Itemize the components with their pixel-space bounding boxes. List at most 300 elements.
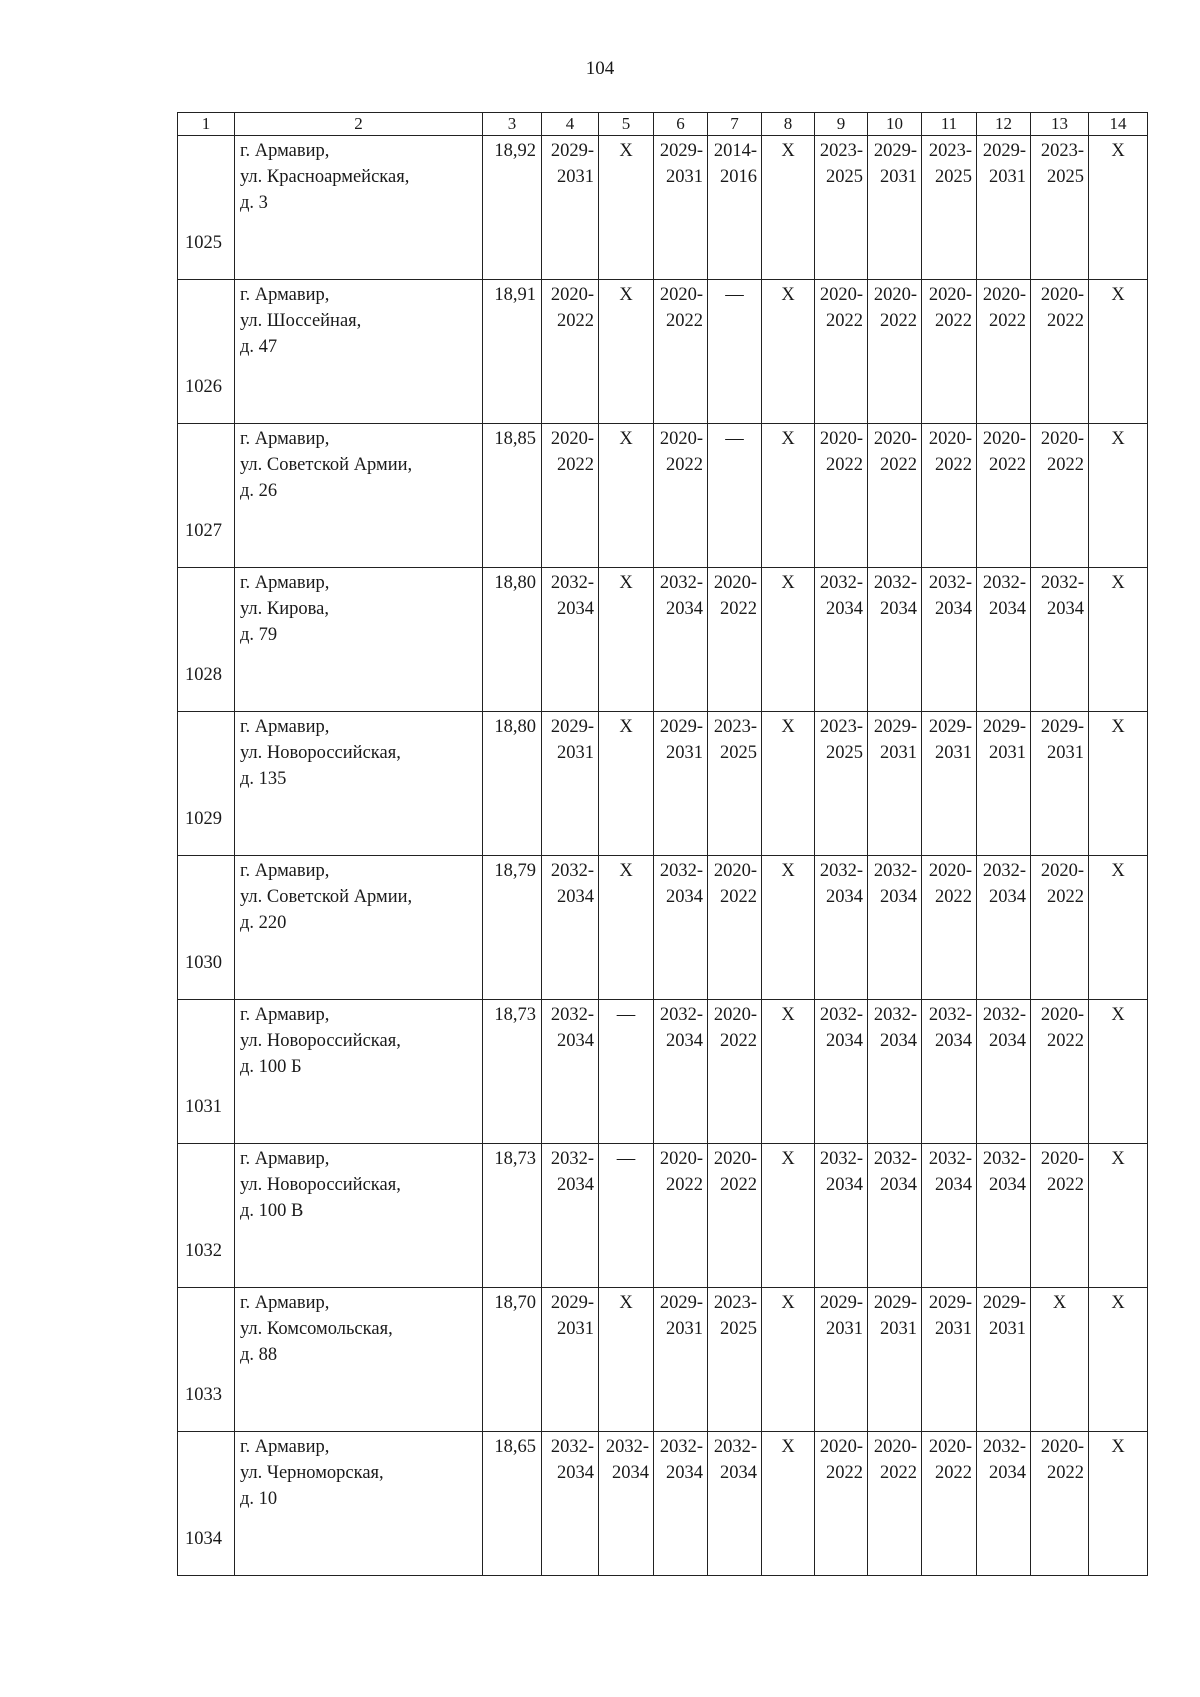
period-end: 2022 (826, 1463, 863, 1483)
period-start: 2032- (982, 1149, 1026, 1169)
address-line: г. Армавир, (240, 1149, 330, 1169)
not-required-mark: X (1089, 424, 1148, 568)
table-row (178, 1144, 1148, 1288)
period-start: 2032- (659, 573, 703, 593)
period-start: 2032- (928, 1149, 972, 1169)
period-start: 2029- (982, 141, 1026, 161)
period-cell (868, 280, 922, 424)
column-header: 13 (1031, 113, 1089, 136)
page-number: 104 (585, 58, 615, 79)
period-end: 2034 (557, 1175, 594, 1195)
table-row (178, 136, 1148, 280)
period-end: 2022 (826, 455, 863, 475)
address-line: д. 88 (240, 1345, 278, 1365)
row-number: 1029 (185, 808, 222, 829)
period-cell (708, 712, 762, 856)
address-cell (235, 424, 483, 568)
period-cell (542, 856, 599, 1000)
address-cell (235, 712, 483, 856)
period-end: 2034 (557, 887, 594, 907)
period-cell (868, 1000, 922, 1144)
area-cell: 18,65 (483, 1432, 542, 1576)
period-end: 2034 (989, 1031, 1026, 1051)
address-cell (235, 568, 483, 712)
period-cell (654, 280, 708, 424)
period-cell (654, 424, 708, 568)
row-number: 1031 (185, 1096, 222, 1117)
period-end: 2034 (989, 599, 1026, 619)
period-start: 2029- (982, 717, 1026, 737)
period-start: 2020- (873, 285, 917, 305)
period-end: 2031 (880, 1319, 917, 1339)
period-start: 2032- (873, 573, 917, 593)
period-end: 2022 (1047, 311, 1084, 331)
period-cell (977, 1000, 1031, 1144)
period-cell (708, 856, 762, 1000)
period-cell (815, 1432, 868, 1576)
column-header: 12 (977, 113, 1031, 136)
period-start: 2020- (1040, 1437, 1084, 1457)
period-start: 2029- (659, 1293, 703, 1313)
area-cell: 18,80 (483, 568, 542, 712)
not-required-mark: X (762, 1288, 815, 1432)
period-end: 2034 (989, 1463, 1026, 1483)
period-end: 2022 (557, 455, 594, 475)
address-line: ул. Новороссийская, (240, 1175, 401, 1195)
period-start: 2029- (659, 141, 703, 161)
period-end: 2031 (557, 743, 594, 763)
period-end: 2031 (826, 1319, 863, 1339)
row-number: 1028 (185, 664, 222, 685)
period-start: 2020- (873, 429, 917, 449)
period-cell (922, 280, 977, 424)
period-cell (922, 136, 977, 280)
period-start: 2032- (605, 1437, 649, 1457)
not-required-mark: X (762, 568, 815, 712)
column-header: 1 (178, 113, 235, 136)
period-start: 2020- (982, 285, 1026, 305)
period-start: 2023- (713, 717, 757, 737)
area-cell: 18,92 (483, 136, 542, 280)
period-start: 2020- (1040, 429, 1084, 449)
period-cell (977, 280, 1031, 424)
address-cell (235, 280, 483, 424)
period-start: 2032- (550, 1437, 594, 1457)
not-required-mark: X (762, 856, 815, 1000)
not-required-mark: X (599, 280, 654, 424)
period-start: 2032- (873, 861, 917, 881)
not-required-mark: X (599, 424, 654, 568)
period-cell (542, 1288, 599, 1432)
period-start: 2020- (928, 429, 972, 449)
address-line: г. Армавир, (240, 285, 330, 305)
area-cell: 18,73 (483, 1000, 542, 1144)
period-start: 2032- (550, 861, 594, 881)
column-header: 4 (542, 113, 599, 136)
period-start: 2020- (550, 429, 594, 449)
period-cell (868, 1144, 922, 1288)
address-line: ул. Красноармейская, (240, 167, 410, 187)
period-end: 2031 (666, 743, 703, 763)
column-header: 10 (868, 113, 922, 136)
period-end: 2034 (720, 1463, 757, 1483)
table-row (178, 280, 1148, 424)
period-start: 2029- (982, 1293, 1026, 1313)
period-end: 2025 (720, 1319, 757, 1339)
period-end: 2022 (666, 311, 703, 331)
period-cell (977, 1144, 1031, 1288)
column-header: 5 (599, 113, 654, 136)
not-required-mark: X (1089, 856, 1148, 1000)
period-end: 2025 (826, 743, 863, 763)
area-cell: 18,79 (483, 856, 542, 1000)
row-number: 1032 (185, 1240, 222, 1261)
address-line: г. Армавир, (240, 141, 330, 161)
period-start: 2020- (819, 1437, 863, 1457)
period-end: 2034 (880, 887, 917, 907)
period-end: 2025 (1047, 167, 1084, 187)
address-line: д. 47 (240, 337, 278, 357)
period-start: 2032- (982, 1005, 1026, 1025)
period-cell (542, 568, 599, 712)
period-start: 2023- (819, 717, 863, 737)
period-start: 2020- (1040, 1005, 1084, 1025)
column-header: 2 (235, 113, 483, 136)
row-number: 1026 (185, 376, 222, 397)
row-number-cell (178, 712, 235, 856)
period-end: 2022 (880, 311, 917, 331)
table-row (178, 1000, 1148, 1144)
period-end: 2034 (557, 599, 594, 619)
table-row (178, 1288, 1148, 1432)
column-header: 6 (654, 113, 708, 136)
not-required-mark: X (599, 1288, 654, 1432)
not-required-mark: X (762, 712, 815, 856)
period-cell (815, 1000, 868, 1144)
period-end: 2034 (880, 599, 917, 619)
not-required-mark: X (599, 712, 654, 856)
address-cell (235, 1288, 483, 1432)
address-line: д. 26 (240, 481, 278, 501)
address-line: г. Армавир, (240, 1293, 330, 1313)
period-cell (868, 424, 922, 568)
period-end: 2031 (989, 167, 1026, 187)
address-line: д. 135 (240, 769, 287, 789)
table-row (178, 424, 1148, 568)
period-end: 2022 (826, 311, 863, 331)
period-end: 2022 (1047, 1463, 1084, 1483)
period-end: 2031 (989, 1319, 1026, 1339)
dash-mark: — (599, 1000, 654, 1144)
period-cell (542, 712, 599, 856)
period-start: 2020- (659, 1149, 703, 1169)
column-header: 8 (762, 113, 815, 136)
period-cell (815, 1144, 868, 1288)
period-cell (542, 280, 599, 424)
address-line: ул. Черноморская, (240, 1463, 384, 1483)
period-cell (977, 136, 1031, 280)
period-end: 2034 (880, 1175, 917, 1195)
not-required-mark: X (762, 1000, 815, 1144)
period-end: 2022 (720, 1031, 757, 1051)
period-start: 2020- (1040, 285, 1084, 305)
period-start: 2032- (819, 573, 863, 593)
period-end: 2022 (720, 1175, 757, 1195)
period-cell (922, 1000, 977, 1144)
area-cell: 18,85 (483, 424, 542, 568)
period-start: 2029- (873, 1293, 917, 1313)
period-start: 2020- (1040, 861, 1084, 881)
period-start: 2023- (928, 141, 972, 161)
table-row (178, 1432, 1148, 1576)
address-line: д. 100 В (240, 1201, 304, 1221)
period-cell (815, 568, 868, 712)
table-row (178, 856, 1148, 1000)
not-required-mark: X (762, 424, 815, 568)
address-line: ул. Кирова, (240, 599, 329, 619)
not-required-mark: X (599, 856, 654, 1000)
row-number: 1027 (185, 520, 222, 541)
table-header-row (178, 113, 1148, 136)
address-line: ул. Советской Армии, (240, 455, 413, 475)
period-end: 2034 (826, 599, 863, 619)
row-number-cell (178, 424, 235, 568)
period-start: 2032- (819, 1005, 863, 1025)
period-cell (977, 1288, 1031, 1432)
address-line: г. Армавир, (240, 861, 330, 881)
period-start: 2032- (659, 1437, 703, 1457)
period-end: 2034 (557, 1463, 594, 1483)
period-cell (1031, 424, 1089, 568)
address-line: г. Армавир, (240, 429, 330, 449)
not-required-mark: X (762, 136, 815, 280)
period-cell (868, 136, 922, 280)
period-start: 2032- (819, 1149, 863, 1169)
address-cell (235, 856, 483, 1000)
address-line: г. Армавир, (240, 573, 330, 593)
address-line: д. 79 (240, 625, 278, 645)
address-cell (235, 1144, 483, 1288)
period-cell (868, 856, 922, 1000)
period-cell (1031, 280, 1089, 424)
row-number: 1025 (185, 232, 222, 253)
period-end: 2034 (666, 1031, 703, 1051)
not-required-mark: X (762, 1432, 815, 1576)
dash-mark: — (599, 1144, 654, 1288)
period-end: 2034 (612, 1463, 649, 1483)
period-end: 2034 (666, 599, 703, 619)
period-cell (654, 1288, 708, 1432)
period-start: 2032- (659, 861, 703, 881)
period-end: 2025 (720, 743, 757, 763)
address-cell (235, 136, 483, 280)
period-cell (1031, 1000, 1089, 1144)
dash-mark: — (708, 280, 762, 424)
row-number: 1034 (185, 1528, 222, 1549)
period-end: 2034 (880, 1031, 917, 1051)
period-cell (654, 1144, 708, 1288)
period-cell (977, 1432, 1031, 1576)
period-cell (654, 136, 708, 280)
period-cell (977, 568, 1031, 712)
period-cell (542, 1000, 599, 1144)
period-end: 2025 (935, 167, 972, 187)
period-start: 2020- (819, 285, 863, 305)
address-line: ул. Новороссийская, (240, 743, 401, 763)
period-end: 2031 (880, 743, 917, 763)
not-required-mark: X (762, 280, 815, 424)
column-header: 3 (483, 113, 542, 136)
row-number-cell (178, 1144, 235, 1288)
period-cell (542, 1432, 599, 1576)
period-start: 2020- (1040, 1149, 1084, 1169)
period-end: 2022 (935, 1463, 972, 1483)
schedule-table (177, 112, 1148, 1576)
period-cell (922, 1144, 977, 1288)
period-cell (1031, 712, 1089, 856)
period-cell (977, 856, 1031, 1000)
period-end: 2031 (557, 1319, 594, 1339)
period-start: 2032- (1040, 573, 1084, 593)
period-end: 2022 (557, 311, 594, 331)
period-start: 2020- (713, 1005, 757, 1025)
period-start: 2029- (928, 1293, 972, 1313)
row-number-cell (178, 856, 235, 1000)
period-start: 2014- (713, 141, 757, 161)
period-start: 2032- (873, 1005, 917, 1025)
area-cell: 18,70 (483, 1288, 542, 1432)
period-start: 2020- (713, 573, 757, 593)
period-end: 2034 (935, 1175, 972, 1195)
period-start: 2032- (873, 1149, 917, 1169)
not-required-mark: X (1031, 1288, 1089, 1432)
not-required-mark: X (1089, 136, 1148, 280)
column-header: 14 (1089, 113, 1148, 136)
period-end: 2031 (935, 1319, 972, 1339)
period-cell (708, 1432, 762, 1576)
period-cell (708, 568, 762, 712)
address-cell (235, 1432, 483, 1576)
column-header: 9 (815, 113, 868, 136)
period-end: 2034 (935, 599, 972, 619)
not-required-mark: X (1089, 568, 1148, 712)
period-end: 2034 (935, 1031, 972, 1051)
period-cell (1031, 1144, 1089, 1288)
not-required-mark: X (762, 1144, 815, 1288)
period-end: 2031 (666, 167, 703, 187)
period-cell (1031, 856, 1089, 1000)
period-cell (654, 712, 708, 856)
period-cell (542, 1144, 599, 1288)
period-start: 2020- (713, 861, 757, 881)
period-cell (815, 1288, 868, 1432)
row-number-cell (178, 1432, 235, 1576)
period-start: 2029- (873, 717, 917, 737)
period-cell (815, 424, 868, 568)
address-line: ул. Шоссейная, (240, 311, 362, 331)
period-start: 2020- (659, 429, 703, 449)
period-end: 2022 (720, 599, 757, 619)
address-line: ул. Советской Армии, (240, 887, 413, 907)
period-cell (1031, 136, 1089, 280)
period-start: 2032- (819, 861, 863, 881)
area-cell: 18,91 (483, 280, 542, 424)
address-line: г. Армавир, (240, 717, 330, 737)
period-cell (708, 1144, 762, 1288)
period-cell (815, 136, 868, 280)
row-number-cell (178, 136, 235, 280)
period-end: 2034 (989, 887, 1026, 907)
period-end: 2022 (666, 1175, 703, 1195)
period-end: 2031 (557, 167, 594, 187)
period-cell (815, 856, 868, 1000)
period-cell (654, 568, 708, 712)
period-start: 2032- (659, 1005, 703, 1025)
period-end: 2022 (720, 887, 757, 907)
period-start: 2023- (713, 1293, 757, 1313)
period-end: 2022 (989, 455, 1026, 475)
period-cell (542, 424, 599, 568)
row-number-cell (178, 280, 235, 424)
table-row (178, 568, 1148, 712)
period-cell (708, 1288, 762, 1432)
period-end: 2034 (826, 1175, 863, 1195)
period-end: 2016 (720, 167, 757, 187)
address-line: г. Армавир, (240, 1437, 330, 1457)
not-required-mark: X (599, 136, 654, 280)
period-start: 2032- (550, 1149, 594, 1169)
period-cell (599, 1432, 654, 1576)
period-end: 2022 (666, 455, 703, 475)
row-number-cell (178, 1288, 235, 1432)
period-start: 2020- (713, 1149, 757, 1169)
period-end: 2034 (826, 887, 863, 907)
period-start: 2032- (928, 1005, 972, 1025)
period-cell (1031, 1432, 1089, 1576)
period-start: 2032- (982, 861, 1026, 881)
period-cell (815, 280, 868, 424)
period-end: 2031 (880, 167, 917, 187)
dash-mark: — (708, 424, 762, 568)
period-start: 2029- (1040, 717, 1084, 737)
period-start: 2020- (873, 1437, 917, 1457)
period-end: 2022 (1047, 455, 1084, 475)
not-required-mark: X (1089, 280, 1148, 424)
period-start: 2029- (928, 717, 972, 737)
column-header: 7 (708, 113, 762, 136)
period-cell (815, 712, 868, 856)
period-start: 2023- (1040, 141, 1084, 161)
period-cell (868, 568, 922, 712)
period-cell (708, 136, 762, 280)
period-end: 2031 (935, 743, 972, 763)
period-start: 2032- (928, 573, 972, 593)
period-end: 2025 (826, 167, 863, 187)
period-cell (922, 424, 977, 568)
period-cell (922, 712, 977, 856)
period-cell (868, 1432, 922, 1576)
period-end: 2031 (666, 1319, 703, 1339)
address-line: д. 220 (240, 913, 287, 933)
row-number: 1030 (185, 952, 222, 973)
period-end: 2034 (1047, 599, 1084, 619)
period-start: 2023- (819, 141, 863, 161)
period-start: 2032- (550, 1005, 594, 1025)
period-end: 2022 (1047, 1031, 1084, 1051)
period-start: 2029- (873, 141, 917, 161)
period-start: 2029- (550, 1293, 594, 1313)
not-required-mark: X (1089, 1000, 1148, 1144)
